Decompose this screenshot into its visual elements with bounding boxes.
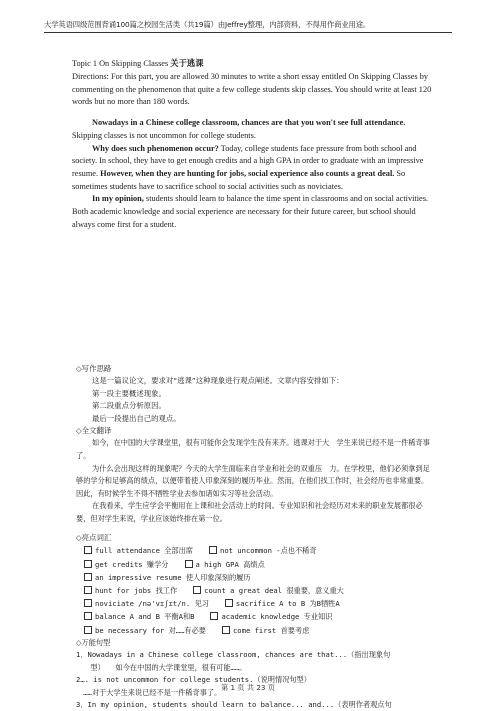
paragraph-2-text-b: So sometimes students have to sacrifice school to social activities such as noviciates.: [72, 168, 406, 191]
page-header: 大学英语四级范围背诵100篇之校园生活类（共19篇）由Jeffrey整理，内部资料，不得用作商业用途。: [44, 20, 371, 29]
paragraph-2-highlight: However, when they are hunting for jobs, social experience also counts a great deal.: [100, 168, 395, 178]
vocab-row: [76, 558, 432, 571]
directions-paragraph: [72, 71, 432, 109]
vocab-item: sacrifice A to B 为B牺牲A: [235, 599, 340, 609]
sentence-line: ……对于大学生来说已经不是一件稀奇事了。: [76, 687, 222, 697]
translation-paragraph-2: 为什么会出现这样的现象呢？今天的大学生面临来自学业和社会的双重压 力。在学校里，他们必须拿到足够的学分和足够高的绩点，以便带着使人印象深刻的履历毕业。然而，在他们找工作时，社会经历也非常重要。因此，有时候学生不得不牺牲学业去参加诸如实习等社会活动。: [76, 463, 430, 498]
vocab-item: hunt for jobs 找工作: [95, 586, 178, 596]
writing-line-1: 这是一篇议论文，要求对“逃课”这种现象进行观点阐述。文章内容安排如下：: [92, 376, 344, 386]
sentence-section: [76, 608, 432, 621]
writing-line-2: 第一段主要概述现象。: [92, 388, 166, 398]
vocab-item: be necessary for 对……有必要: [95, 625, 206, 635]
writing-line-4: 最后一段提出自己的观点。: [92, 413, 181, 423]
sentence-heading: ◇万能句型: [76, 638, 111, 647]
notes-section: [76, 363, 432, 526]
vocab-row: [76, 571, 432, 584]
checkbox-icon: [222, 626, 230, 634]
essay-title-en: Topic 1 On Skipping Classes: [72, 59, 169, 68]
checkbox-icon: [84, 546, 92, 554]
vocab-item: an impressive resume 使人印象深刻的履历: [95, 572, 251, 582]
vocab-section: [76, 532, 432, 637]
paragraph-1-lead: Nowadays in a Chinese college classroom, chances are that you won't see full attendance.: [92, 118, 406, 128]
vocab-heading: ◇亮点词汇: [76, 533, 112, 542]
directions-text: For this part, you are allowed 30 minutes to write a short essay entitled On Skipping Classes by commenting on the phenomenon that quite a few college students skip classes. You should write at least 120 words but no more than 180 words.: [72, 72, 432, 107]
checkbox-icon: [84, 573, 92, 581]
page-footer: 第 1 页 共 23 页: [221, 683, 275, 692]
vocab-item: get credits 赚学分: [95, 559, 169, 569]
checkbox-icon: [84, 626, 92, 634]
vocab-item: full attendance 全部出席: [95, 546, 193, 556]
vocab-item: a high GPA 高绩点: [195, 559, 265, 569]
vocab-item: count a great deal 很重要，意义重大: [204, 586, 344, 596]
vocab-item: academic knowledge 专业知识: [221, 612, 333, 622]
checkbox-icon: [225, 599, 233, 607]
vocab-item: noviciate /nə'vɪʃɪt/n. 见习: [95, 599, 209, 609]
vocab-row: [76, 544, 432, 557]
vocab-item: balance A and B 平衡A和B: [95, 612, 195, 622]
checkbox-icon: [193, 586, 201, 594]
sentence-line: 1．Nowadays in a Chinese college classroom, chances are that...（指出现象句: [76, 650, 391, 660]
translation-paragraph-3: 在我看来，学生应学会平衡用在上课和社会活动上的时间。专业知识和社会经历对未来的职业发展都很必要，但对学生来说，学业应该始终排在第一位。: [76, 501, 423, 523]
essay-paragraph-2: [72, 143, 432, 194]
vocab-item: not uncommon -点也不稀奇: [220, 546, 317, 556]
paragraph-2-text-a: Today, college students face pressure from both school and society. In school, they have to get enough credits and a high GPA in order to graduate with an impressive resume.: [72, 143, 424, 178]
sentence-patterns: [76, 637, 432, 711]
checkbox-icon: [84, 560, 92, 568]
checkbox-icon: [84, 599, 92, 607]
translation-heading: ◇全文翻译: [76, 426, 112, 436]
header-rule: [44, 32, 452, 33]
sentence-line: 型） 如今在中国的大学课堂里，很有可能……。: [76, 662, 247, 672]
paragraph-3-lead: In my opinion,: [92, 194, 144, 204]
paragraph-3-text: students should learn to balance the time spent in classrooms and on social activities. Both academic knowledge and social experience are necessary for their future career, but school should always come first for a student.: [72, 194, 428, 229]
essay-title-cn: 关于逃课: [170, 59, 204, 68]
paragraph-1-rest: Skipping classes is not uncommon for college students.: [72, 130, 256, 140]
sentence-line: 3．In my opinion, students should learn to balance... and...（表明作者观点句: [76, 700, 392, 710]
checkbox-icon: [185, 560, 193, 568]
checkbox-icon: [209, 546, 217, 554]
sentence-line: 2…. is not uncommon for college students.（说明情况句型）: [76, 675, 311, 685]
vocab-item: come first 首要考虑: [232, 625, 310, 635]
paragraph-2-question: Why does such phenomenon occur?: [92, 143, 219, 153]
writing-approach-heading: ◇写作思路: [76, 364, 112, 373]
essay-body: [72, 71, 432, 231]
vocab-row: [76, 584, 432, 597]
vocab-row: [76, 624, 432, 637]
directions-label: Directions:: [72, 72, 109, 81]
essay-paragraph-3: [72, 193, 432, 231]
essay-title: [72, 58, 432, 71]
essay-paragraph-1: [72, 117, 432, 142]
translation-paragraph-1: 如今，在中国的大学课堂里，很有可能你会发现学生没有来齐。逃课对于大 学生来说已经不是一件稀奇事了。: [76, 438, 430, 461]
writing-line-3: 第二段重点分析原因。: [92, 401, 166, 411]
checkbox-icon: [84, 586, 92, 594]
